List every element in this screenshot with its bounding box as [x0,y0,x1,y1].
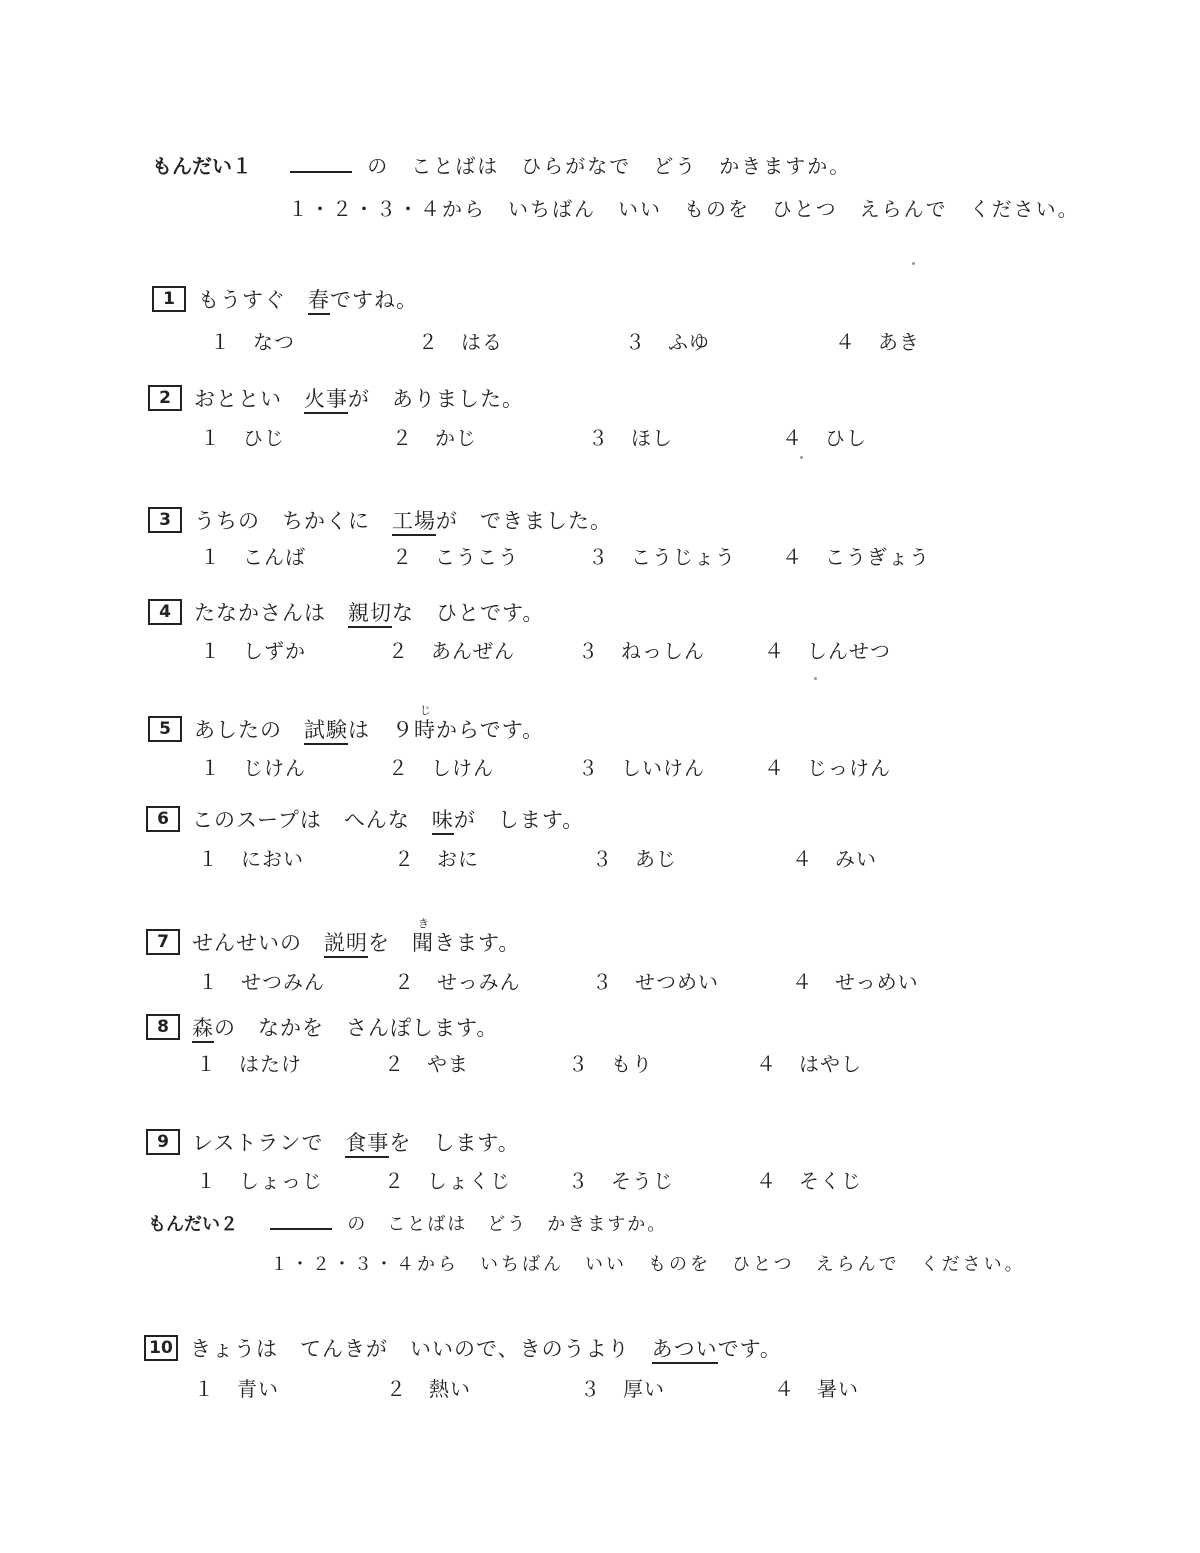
choice-option[interactable] [394,966,521,995]
choice-option[interactable] [200,635,306,664]
mondai1-instruction2: １・２・３・４から いちばん いい ものを ひとつ えらんで ください。 [288,197,1080,221]
choice-option[interactable] [568,1048,653,1077]
question-text-pre: せんせいの [192,931,324,955]
question-text-post: の なかを さんぽします。 [214,1016,499,1040]
question-text-post: ですね。 [330,288,418,312]
choice-text: 暑い [817,1377,859,1401]
choice-text: はる [461,330,503,354]
question-text [194,509,612,536]
choice-option[interactable] [194,1373,279,1402]
mondai1-header [152,150,851,179]
choice-number: ４ [792,970,813,994]
underlined-word: 説明 [324,931,368,958]
choice-text: ほし [631,426,673,450]
choice-number: ３ [588,426,609,450]
choice-number: ４ [756,1169,777,1193]
question-1 [152,284,418,314]
choice-number: １ [200,639,221,663]
choice-number: １ [194,1377,215,1401]
question-5 [148,704,545,744]
choice-text: せっみん [437,970,521,994]
underlined-word: 森 [192,1016,214,1043]
choice-option[interactable] [388,635,515,664]
question-2 [148,383,524,413]
scan-speck [800,456,803,459]
choice-number: ３ [580,1377,601,1401]
choice-number: １ [210,330,231,354]
question-number: 7 [146,929,180,955]
choice-option[interactable] [200,422,285,451]
choice-text: におい [241,847,304,871]
choice-number: ２ [388,639,409,663]
choice-number: ３ [568,1052,589,1076]
choice-text: みい [835,847,877,871]
underlined-word: 火事 [304,387,348,414]
choice-number: ２ [384,1169,405,1193]
question-3 [148,505,612,535]
question-6 [146,804,584,834]
question-text-post: を します。 [389,1131,520,1155]
choice-option[interactable] [578,752,705,781]
choice-option[interactable] [792,966,919,995]
choice-number: １ [196,1169,217,1193]
choice-option[interactable] [568,1165,674,1194]
mondai2-header [148,1210,667,1236]
question-number: 8 [146,1014,180,1040]
choice-option[interactable] [394,843,479,872]
question-text [198,288,418,315]
choice-number: ３ [592,970,613,994]
choice-text: じけん [243,756,306,780]
choice-text: ひし [825,426,867,450]
choice-number: ４ [764,639,785,663]
choice-option[interactable] [756,1165,862,1194]
question-text-pre: うちの ちかくに [194,509,392,533]
choice-number: ２ [386,1377,407,1401]
choice-text: おに [437,847,479,871]
choice-option[interactable] [588,541,736,570]
question-text-pre: あしたの [194,718,304,742]
choice-number: ４ [835,330,856,354]
choice-option[interactable] [388,752,494,781]
underlined-word: あつい [652,1337,718,1364]
choice-text: こうぎょう [825,545,930,569]
question-7 [146,917,521,957]
choice-number: ２ [388,756,409,780]
question-10 [144,1333,782,1363]
question-number: 1 [152,286,186,312]
question-text [190,1337,782,1364]
choice-text: そくじ [799,1169,862,1193]
choice-option[interactable] [625,326,710,355]
question-number: 6 [146,806,180,832]
question-text-post: が できました。 [436,509,612,533]
question-text [194,718,544,745]
question-text-post: が ありました。 [348,387,524,411]
question-9 [146,1127,520,1157]
choice-option[interactable] [774,1373,859,1402]
underlined-word: 親切 [348,601,392,628]
choice-number: １ [196,1052,217,1076]
question-text [192,931,520,958]
choice-text: あじ [635,847,677,871]
choice-number: ２ [418,330,439,354]
choice-number: ３ [625,330,646,354]
question-number: 10 [144,1335,178,1361]
choice-option[interactable] [782,422,867,451]
choice-text: こうじょう [631,545,736,569]
choice-option[interactable] [835,326,920,355]
question-text [192,808,584,835]
choice-text: しいけん [621,756,705,780]
question-text-pre: おととい [194,387,304,411]
choice-text: しずか [243,639,306,663]
choice-option[interactable] [588,422,673,451]
choice-option[interactable] [580,1373,665,1402]
choice-text: やま [427,1052,469,1076]
question-text-pre: レストランで [192,1131,346,1155]
choice-number: ２ [394,847,415,871]
furigana: き [418,917,430,930]
mondai2-instruction: の ことばは どう かきますか。 [347,1214,668,1235]
choice-number: ３ [592,847,613,871]
choice-number: １ [200,545,221,569]
choice-text: しけん [431,756,494,780]
choice-option[interactable] [386,1373,471,1402]
choice-text: そうじ [611,1169,674,1193]
choice-text: せつみん [241,970,325,994]
choice-text: ねっしん [621,639,705,663]
question-text-pre: もうすぐ [198,288,308,312]
choice-number: ４ [774,1377,795,1401]
underlined-word: 春 [308,288,330,315]
choice-option[interactable] [578,635,705,664]
choice-number: ３ [578,756,599,780]
question-text [192,1131,520,1158]
question-text-post: です。 [717,1337,782,1361]
choice-number: ４ [782,545,803,569]
choice-text: ひじ [243,426,285,450]
choice-text: こうこう [435,545,519,569]
choice-number: ３ [568,1169,589,1193]
underlined-word: 工場 [392,509,436,536]
mondai2-instruction2: １・２・３・４から いちばん いい ものを ひとつ えらんで ください。 [270,1254,1026,1275]
choice-option[interactable] [592,843,677,872]
mondai1-blank [290,153,352,173]
choice-number: ２ [392,545,413,569]
choice-option[interactable] [210,326,295,355]
choice-option[interactable] [764,752,891,781]
choice-text: しんせつ [807,639,891,663]
choice-number: ４ [764,756,785,780]
choice-number: ２ [384,1052,405,1076]
scan-speck [912,262,915,265]
choice-text: せつめい [635,970,719,994]
question-number: 2 [148,385,182,411]
choice-option[interactable] [792,843,877,872]
question-text-pre: このスープは へんな [192,808,432,832]
question-text [194,387,524,414]
choice-number: ３ [588,545,609,569]
choice-number: ４ [792,847,813,871]
question-text-post: が します。 [453,808,585,832]
choice-text: じっけん [807,756,891,780]
choice-number: １ [200,756,221,780]
question-text [192,1016,498,1043]
question-text [194,601,544,628]
question-text-post: を 聞きます。 [368,931,521,955]
choice-number: １ [198,847,219,871]
choice-option[interactable] [196,1165,323,1194]
choice-number: １ [200,426,221,450]
scan-speck [814,677,817,680]
underlined-word: 食事 [345,1131,389,1158]
choice-text: こんば [243,545,306,569]
choice-number: ２ [394,970,415,994]
question-4 [148,597,544,627]
choice-text: なつ [253,330,295,354]
choice-text: しょくじ [427,1169,511,1193]
question-number: 9 [146,1129,180,1155]
question-text-pre: たなかさんは [194,601,348,625]
choice-number: ４ [756,1052,777,1076]
choice-option[interactable] [592,966,719,995]
choice-number: ２ [392,426,413,450]
underlined-word: 試験 [304,718,348,745]
choice-option[interactable] [196,1048,302,1077]
furigana: じ [419,704,431,717]
choice-option[interactable] [392,422,477,451]
choice-option[interactable] [384,1048,469,1077]
question-text-pre: きょうは てんきが いいので、きのうより [190,1337,652,1361]
choice-number: ３ [578,639,599,663]
choice-text: かじ [435,426,477,450]
choice-text: 熱い [429,1377,471,1401]
choice-option[interactable] [384,1165,511,1194]
choice-option[interactable] [200,752,306,781]
choice-option[interactable] [198,843,304,872]
choice-text: あんぜん [431,639,515,663]
mondai1-label: もんだい１ [152,154,252,178]
question-text-post: は ９時からです。 [348,718,545,742]
choice-text: 青い [237,1377,279,1401]
choice-text: しょっじ [239,1169,323,1193]
choice-option[interactable] [198,966,325,995]
question-number: 4 [148,599,182,625]
question-text-post: な ひとです。 [392,601,545,625]
mondai2-blank [270,1210,332,1230]
choice-text: せっめい [835,970,919,994]
choice-text: はたけ [239,1052,302,1076]
question-number: 3 [148,507,182,533]
choice-number: １ [198,970,219,994]
choice-text: もり [611,1052,653,1076]
underlined-word: 味 [432,808,454,835]
choice-text: はやし [799,1052,862,1076]
mondai1-instruction: の ことばは ひらがなで どう かきますか。 [367,154,852,178]
choice-option[interactable] [392,541,519,570]
choice-option[interactable] [200,541,306,570]
question-8 [146,1012,498,1042]
choice-option[interactable] [782,541,930,570]
choice-text: あき [878,330,920,354]
choice-option[interactable] [756,1048,862,1077]
choice-text: ふゆ [668,330,710,354]
mondai2-label: もんだい２ [148,1214,238,1235]
choice-option[interactable] [418,326,503,355]
question-number: 5 [148,716,182,742]
choice-number: ４ [782,426,803,450]
choice-option[interactable] [764,635,891,664]
choice-text: 厚い [623,1377,665,1401]
